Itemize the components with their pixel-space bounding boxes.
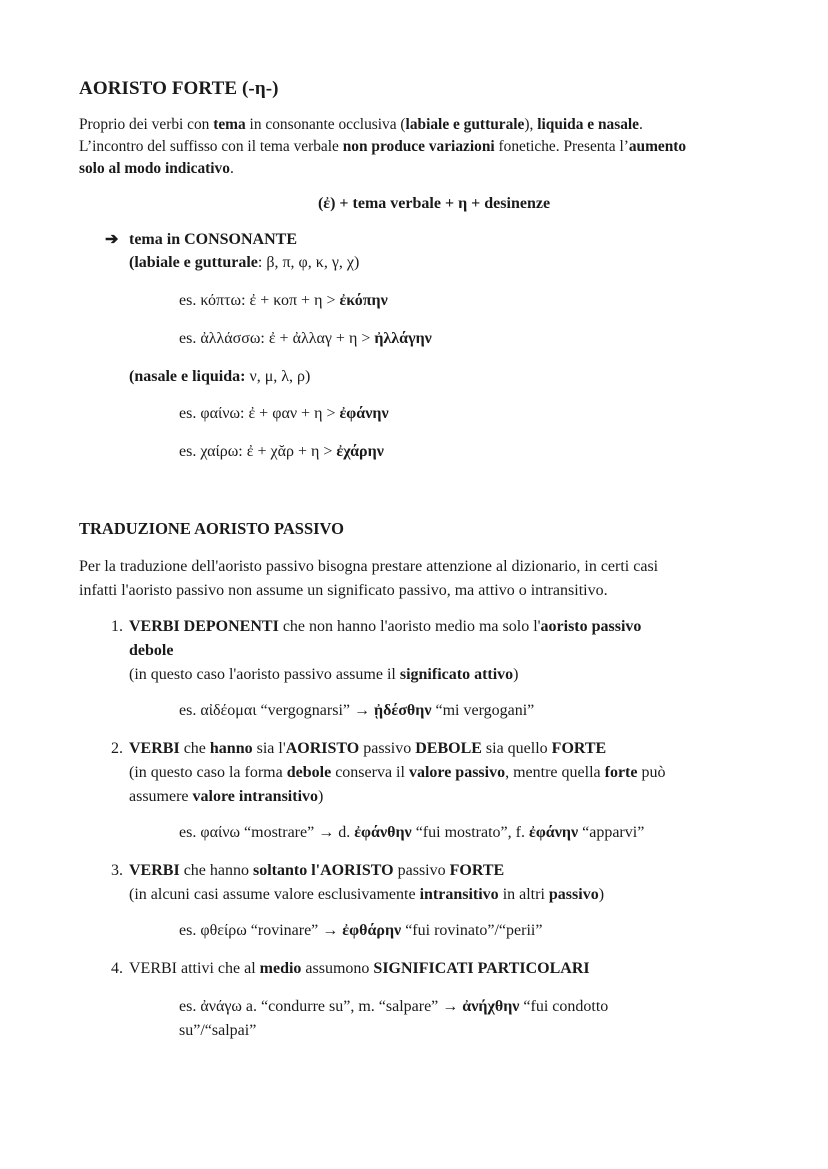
- list-item: 1. VERBI DEPONENTI che non hanno l'aoristo medio ma solo l'aoristo passivo debole (in questo caso l'aoristo passivo assume il significato attivo): [111, 618, 642, 683]
- example-aideomai: es. αἰδέομαι “vergognarsi” → ᾐδέσθην “mi vergogani”: [179, 702, 535, 719]
- section-paragraph: Per la traduzione dell'aoristo passivo bisogna prestare attenzione al dizionario, in certi casi infatti l'aoristo passivo non assume un significato passivo, ma attivo o intransitivo.: [79, 558, 659, 599]
- intro-paragraph: [79, 114, 759, 180]
- nasale-liquida-group: (nasale e liquida: ν, μ, λ, ρ): [129, 368, 311, 385]
- example-anago: es. ἀνάγω a. “condurre su”, m. “salpare” → ἀνήχθην “fui condotto su”/“salpai”: [179, 998, 609, 1039]
- intro-line-2: L’incontro del suffisso con il tema verbale non produce variazioni fonetiche. Presenta l’aumento: [79, 138, 687, 155]
- formula: (ἐ) + tema verbale + η + desinenze: [317, 195, 551, 212]
- intro-line-1: Proprio dei verbi con tema in consonante occlusiva (labiale e gutturale), liquida e nasale.: [79, 116, 643, 133]
- list-item: 2. VERBI che hanno sia l'AORISTO passivo DEBOLE sia quello FORTE (in questo caso la forma debole conserva il valore passivo, mentre quella forte può assumere valore intransitivo): [111, 740, 666, 805]
- example-ftheiro: es. φθείρω “rovinare” → ἐφθάρην “fui rovinato”/“perii”: [179, 922, 543, 939]
- example-faino: es. φαίνω: ἐ + φαν + η > ἐφάνην: [179, 405, 389, 422]
- arrow-icon: ➔: [105, 231, 119, 248]
- page-title: AORISTO FORTE (-η-): [79, 78, 279, 99]
- labiale-gutturale-group: (labiale e gutturale: β, π, φ, κ, γ, χ): [129, 254, 360, 271]
- section-title: TRADUZIONE AORISTO PASSIVO: [79, 519, 344, 538]
- consonante-heading: ➔ tema in CONSONANTE: [79, 228, 759, 251]
- intro-line-3: solo al modo indicativo.: [79, 160, 234, 177]
- list-item: 3. VERBI che hanno soltanto l'AORISTO passivo FORTE (in alcuni casi assume valore esclusivamente intransitivo in altri passivo): [111, 862, 605, 903]
- example-faino-2: es. φαίνω “mostrare” → d. ἐφάνθην “fui mostrato”, f. ἐφάνην “apparvi”: [179, 824, 645, 841]
- example-allasso: es. ἀλλάσσω: ἐ + ἀλλαγ + η > ἠλλάγην: [179, 330, 432, 347]
- document-page: [79, 78, 759, 1043]
- example-chairo: es. χαίρω: ἐ + χᾰρ + η > ἐχάρην: [179, 443, 384, 460]
- ordered-list: [79, 615, 759, 1043]
- example-kopto: es. κόπτω: ἐ + κοπ + η > ἐκόπην: [179, 292, 388, 309]
- list-item: 4. VERBI attivi che al medio assumono SIGNIFICATI PARTICOLARI: [111, 960, 590, 977]
